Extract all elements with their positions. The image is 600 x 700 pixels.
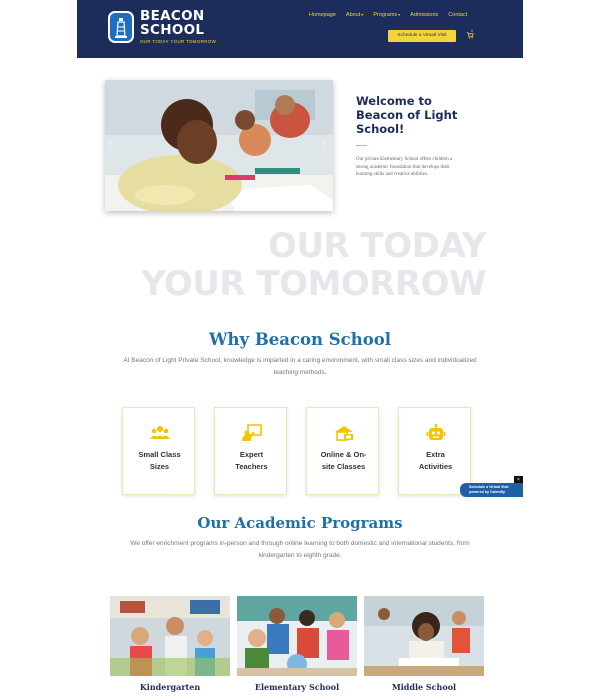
site-logo[interactable] — [108, 9, 216, 44]
teacher-board-icon — [242, 424, 262, 442]
why-heading: Why Beacon School — [208, 330, 392, 349]
logo-word-1: BEACON — [140, 8, 205, 24]
main-nav — [309, 12, 477, 18]
chevron-down-icon: ▾ — [361, 12, 364, 17]
feature-label: Small Class Sizes — [138, 450, 181, 471]
program-card-kindergarten[interactable] — [110, 596, 230, 692]
program-name: Elementary School — [254, 682, 340, 692]
program-name: Kindergarten — [139, 682, 201, 692]
site-header — [77, 0, 523, 58]
cart-count: 0 — [471, 29, 473, 33]
page — [77, 0, 523, 700]
program-card-middle-school[interactable] — [364, 596, 484, 692]
nav-admissions[interactable]: Admissions — [410, 12, 439, 18]
chevron-down-icon: ▾ — [398, 12, 401, 17]
robot-icon — [426, 424, 446, 442]
hero-slider-image — [105, 80, 333, 211]
programs-description: We offer enrichment programs in-person and through online learning to both domestic and international students, from kindergarten to eighth grade. — [130, 540, 470, 559]
slogan-line-2: YOUR TOMORROW — [140, 264, 486, 304]
slider-next-arrow[interactable]: › — [323, 138, 326, 148]
program-name: Middle School — [391, 682, 457, 692]
schedule-visit-button[interactable]: Schedule a Virtual Visit — [388, 30, 456, 42]
feature-cards — [122, 407, 490, 495]
logo-word-2: SCHOOL — [140, 22, 205, 38]
kindergarten-photo — [110, 596, 230, 676]
logo-tagline: OUR TODAY YOUR TOMORROW — [140, 39, 217, 44]
right-margin — [523, 0, 600, 700]
feature-card-expert-teachers[interactable] — [214, 407, 287, 495]
welcome-heading: Welcome to Beacon of Light School! — [356, 94, 458, 136]
left-margin — [0, 0, 77, 700]
feature-label: Extra Activities — [418, 450, 453, 471]
feature-card-online-classes[interactable] — [306, 407, 379, 495]
calendly-widget-button[interactable]: Schedule a Virtual Visit powered by Calendly — [460, 483, 523, 497]
middle-school-photo — [364, 596, 484, 676]
why-description: At Beacon of Light Private School, knowledge is imparted in a caring environment, with small class sizes and individualized teaching methods. — [123, 357, 477, 376]
close-icon[interactable]: × — [514, 476, 523, 484]
nav-about[interactable]: About▾ — [345, 12, 364, 18]
programs-heading: Our Academic Programs — [197, 514, 403, 532]
program-card-elementary[interactable] — [237, 596, 357, 692]
feature-card-extra-activities[interactable] — [398, 407, 471, 495]
group-icon — [150, 424, 170, 442]
feature-label: Online & On- site Classes — [320, 450, 367, 471]
nav-programs[interactable]: Programs▾ — [373, 12, 401, 18]
feature-label: Expert Teachers — [235, 450, 268, 471]
welcome-description: Our private Elementary School offers children a strong academic foundation that develops their learning skills and creative abilities. — [356, 157, 453, 177]
slogan-line-1: OUR TODAY — [267, 226, 486, 266]
elementary-photo — [237, 596, 357, 676]
slider-prev-arrow[interactable]: ‹ — [109, 138, 112, 148]
feature-card-small-class[interactable] — [122, 407, 195, 495]
lighthouse-icon — [108, 11, 134, 43]
nav-homepage[interactable]: Homepage — [309, 12, 336, 18]
nav-contact[interactable]: Contact — [448, 12, 468, 18]
accent-divider — [356, 145, 367, 146]
program-list — [110, 596, 491, 692]
online-class-icon — [334, 424, 354, 442]
